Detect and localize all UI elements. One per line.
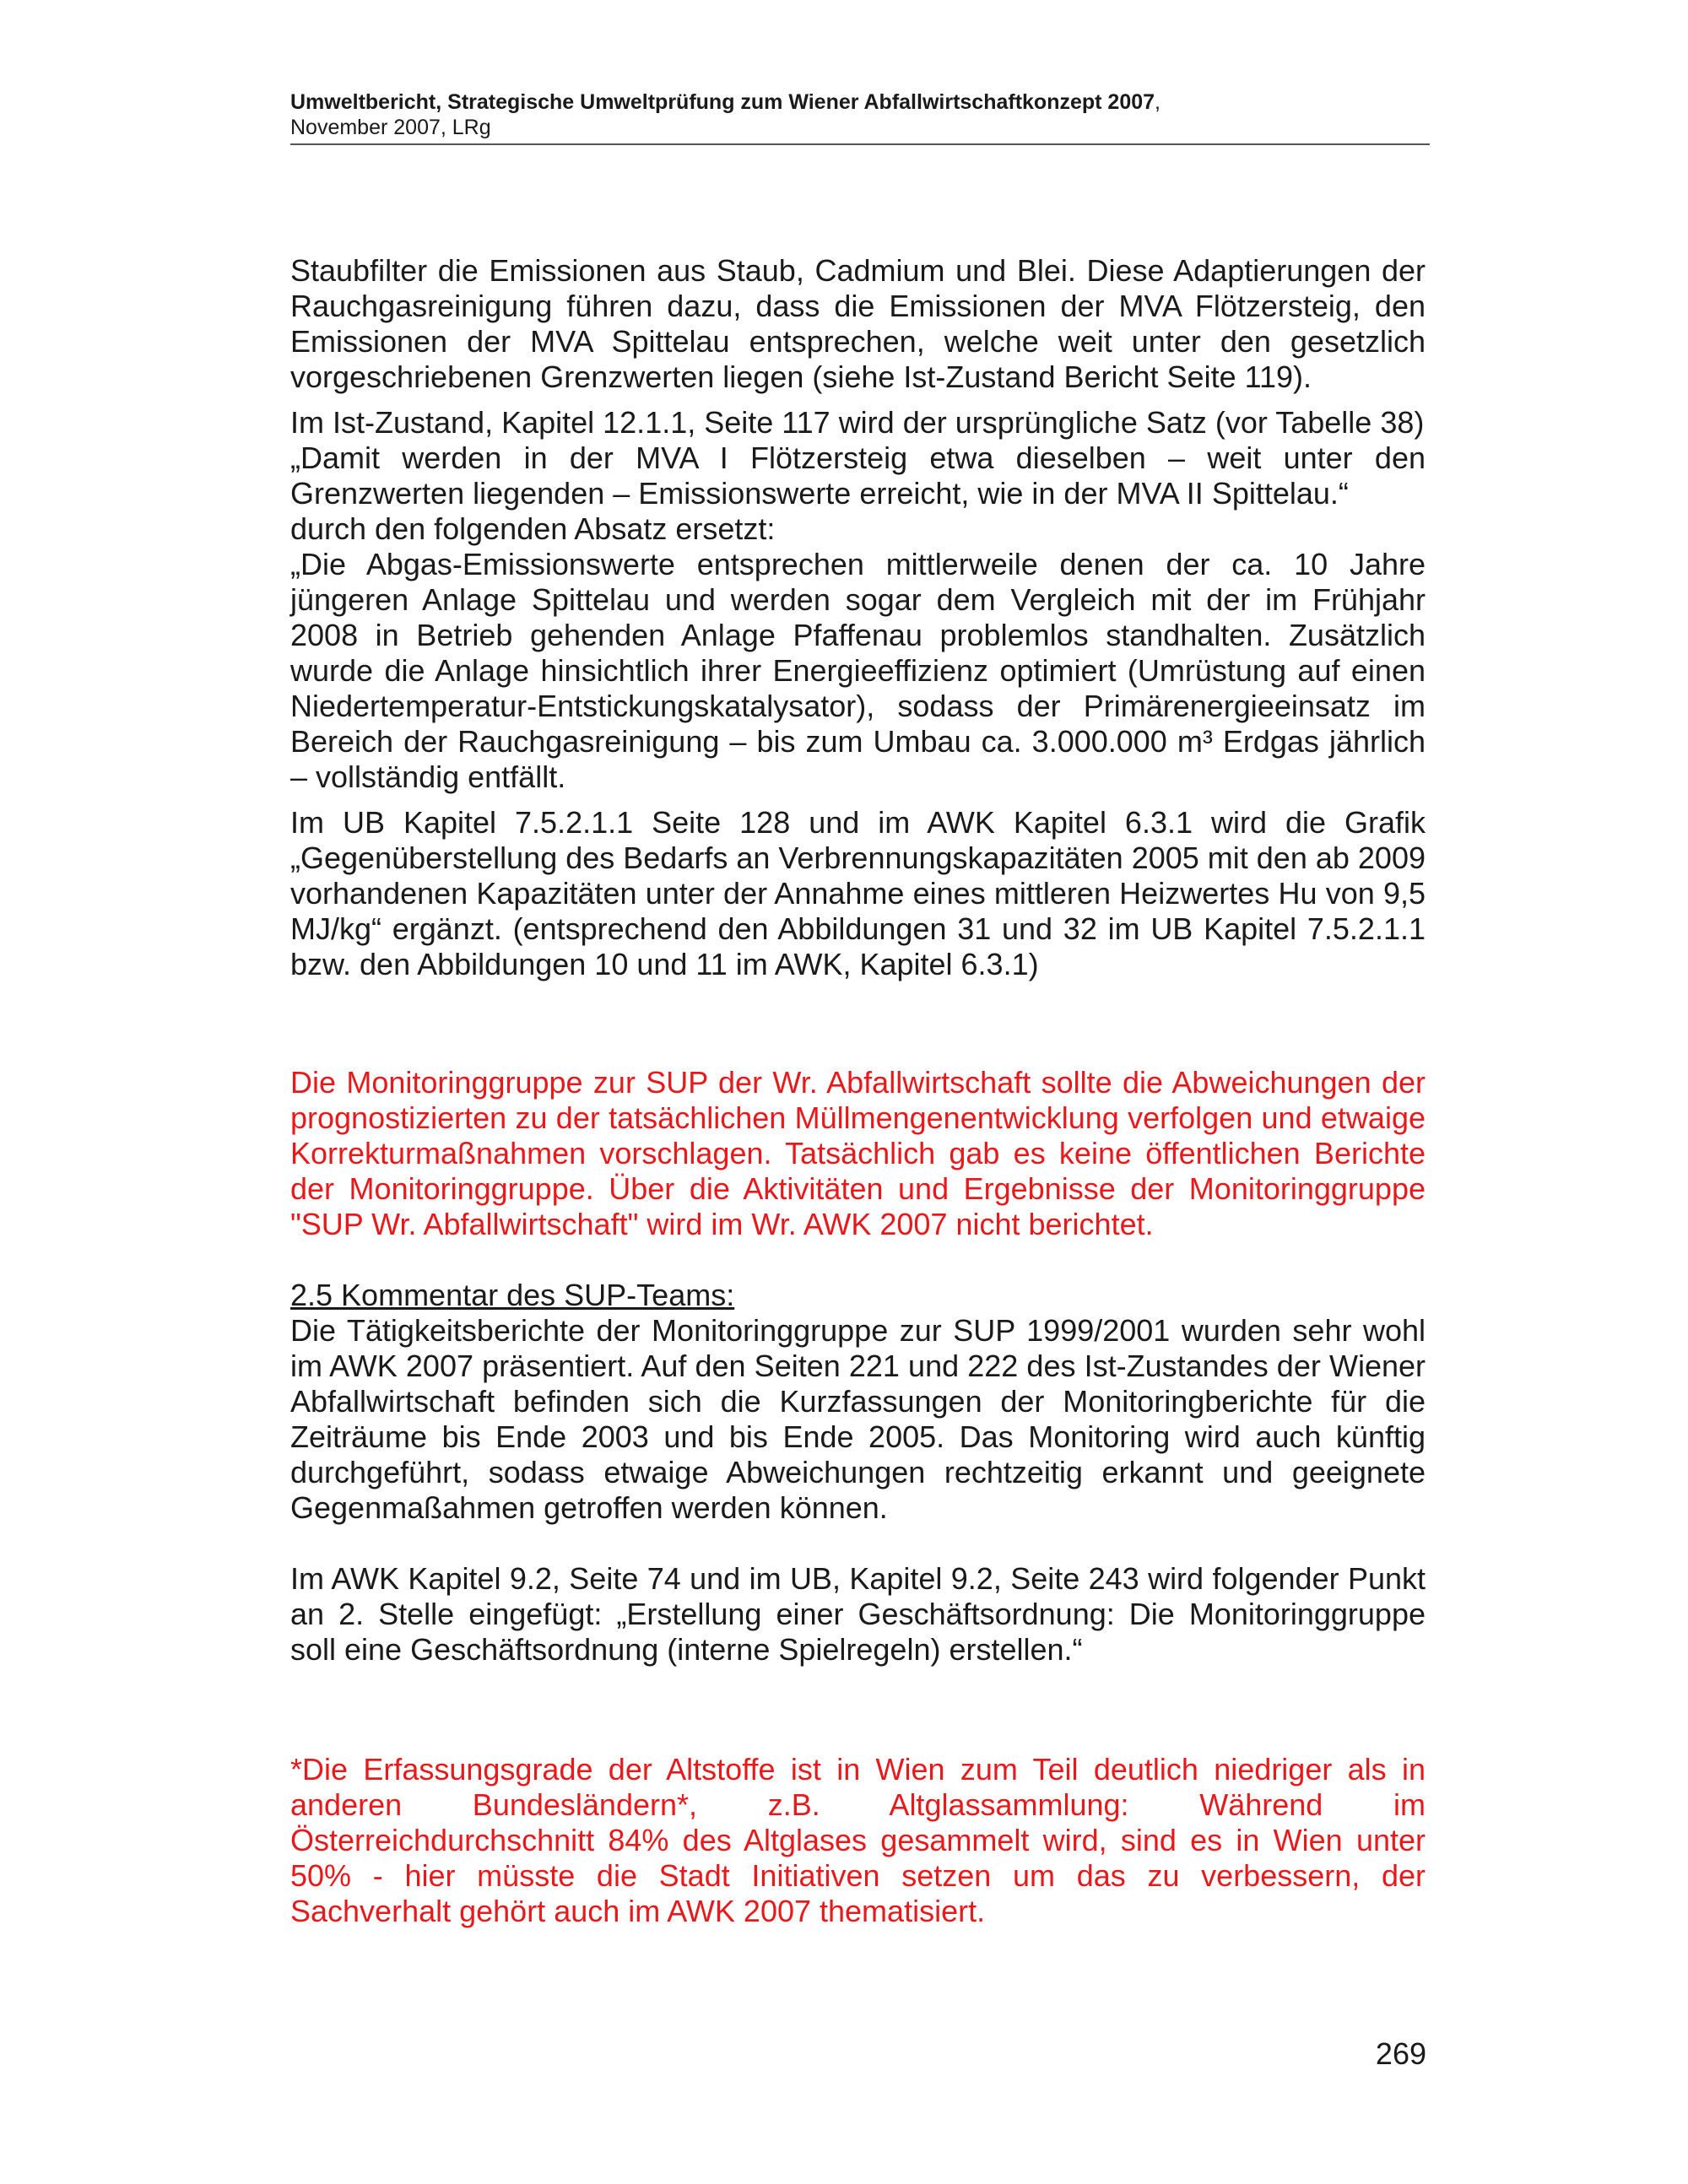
paragraph-grafik: Im UB Kapitel 7.5.2.1.1 Seite 128 und im AWK Kapitel 6.3.1 wird die Grafik „Gegenüberstellung des Bedarfs an Verbrennungskapazitäten 2005 mit den ab 2009 vorhandenen Kapazitäten unter der Annahme eines mittleren Heizwertes Hu von 9,5 MJ/kg“ ergänzt. (entsprechend den Abbildungen 31 und 32 im UB Kapitel 7.5.2.1.1 bzw. den Abbildungen 10 und 11 im AWK, Kapitel 6.3.1) <box>290 805 1426 981</box>
page-number: 269 <box>1375 2036 1426 2071</box>
paragraph-replacement-quote: „Die Abgas-Emissionswerte entsprechen mittlerweile denen der ca. 10 Jahre jüngeren Anlage Spittelau und werden sogar dem Vergleich mit der im Frühjahr 2008 in Betrieb gehenden Anlage Pfaffenau problemlos standhalten. Zusätzlich wurde die Anlage hinsichtlich ihrer Energieeffizienz optimiert (Umrüstung auf einen Niedertemperatur-Entstickungskatalysator), sodass der Primärenergieeinsatz im Bereich der Rauchgasreinigung – bis zum Umbau ca. 3.000.000 m³ Erdgas jährlich – vollständig entfällt. <box>290 547 1426 794</box>
paragraph-emissions: Staubfilter die Emissionen aus Staub, Cadmium und Blei. Diese Adaptierungen der Rauchgasreinigung führen dazu, dass die Emissionen der MVA Flötzersteig, den Emissionen der MVA Spittelau entsprechen, welche weit unter den gesetzlich vorgeschriebenen Grenzwerten liegen (siehe Ist-Zustand Bericht Seite 119). <box>290 253 1426 394</box>
comment-monitoring-red: Die Monitoringgruppe zur SUP der Wr. Abfallwirtschaft sollte die Abweichungen der prognostizierten zu der tatsächlichen Müllmengenentwicklung verfolgen und etwaige Korrekturmaßnahmen vorschlagen. Tatsächlich gab es keine öffentlichen Berichte der Monitoringgruppe. Über die Aktivitäten und Ergebnisse der Monitoringgruppe "SUP Wr. Abfallwirtschaft" wird im Wr. AWK 2007 nicht berichtet. <box>290 1065 1426 1241</box>
paragraph-original-quote: „Damit werden in der MVA I Flötzersteig etwa dieselben – weit unter den Grenzwerten liegenden – Emissionswerte erreicht, wie in der MVA II Spittelau.“ <box>290 441 1426 511</box>
paragraph-ist-zustand: Im Ist-Zustand, Kapitel 12.1.1, Seite 117 wird der ursprüngliche Satz (vor Tabelle 38) <box>290 405 1425 440</box>
page-header <box>290 89 1430 145</box>
header-subtitle: November 2007, LRg <box>290 116 491 139</box>
comment-altstoffe-red: *Die Erfassungsgrade der Altstoffe ist in Wien zum Teil deutlich niedriger als in anderen Bundesländern*, z.B. Altglassammlung: Während im Österreichdurchschnitt 84% des Altglases gesammelt wird, sind es in Wien unter 50% - hier müsste die Stadt Initiativen setzen um das zu verbessern, der Sachverhalt gehört auch im AWK 2007 thematisiert. <box>290 1752 1426 1928</box>
section-heading: 2.5 Kommentar des SUP-Teams: <box>290 1278 735 1312</box>
header-title-line <box>290 89 1430 115</box>
paragraph-geschaeftsordnung: Im AWK Kapitel 9.2, Seite 74 und im UB, Kapitel 9.2, Seite 243 wird folgender Punkt an 2. Stelle eingefügt: „Erstellung einer Geschäftsordnung: Die Monitoringgruppe soll eine Geschäftsordnung (interne Spielregeln) erstellen.“ <box>290 1561 1426 1667</box>
document-body <box>290 253 1426 1929</box>
paragraph-taetigkeitsberichte: Die Tätigkeitsberichte der Monitoringgruppe zur SUP 1999/2001 wurden sehr wohl im AWK 2007 präsentiert. Auf den Seiten 221 und 222 des Ist-Zustandes der Wiener Abfallwirtschaft befinden sich die Kurzfassungen der Monitoringberichte für die Zeiträume bis Ende 2003 und bis Ende 2005. Das Monitoring wird auch künftig durchgeführt, sodass etwaige Abweichungen rechtzeitig erkannt und geeignete Gegenmaßahmen getroffen werden können. <box>290 1313 1426 1525</box>
header-title-suffix: , <box>1155 90 1160 114</box>
paragraph-replacement-intro: durch den folgenden Absatz ersetzt: <box>290 511 776 546</box>
header-title: Umweltbericht, Strategische Umweltprüfung zum Wiener Abfallwirtschaftkonzept 2007 <box>290 90 1155 114</box>
